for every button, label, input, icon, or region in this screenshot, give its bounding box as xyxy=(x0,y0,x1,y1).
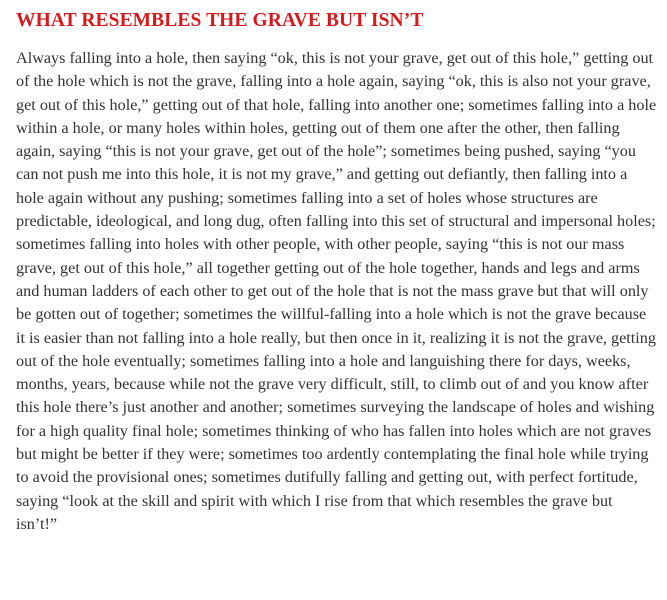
article-body: Always falling into a hole, then saying “ok, this is not your grave, get out of this hole,” getting out of the hole which is not the grave, falling into a hole again, saying “ok, this is also not your grave, get out of this hole,” getting out of that hole, falling into another one; sometimes falling into a hole within a hole, or many holes within holes, getting out of them one after the other, then falling again, saying “this is not your grave, get out of the hole”; sometimes being pushed, saying “you can not push me into this hole, it is not my grave,” and getting out defiantly, then falling into a hole again without any pushing; sometimes falling into a set of holes whose structures are predictable, ideological, and long dug, often falling into this set of structural and impersonal holes; sometimes falling into holes with other people, with other people, saying “this is not our mass grave, get out of this hole,” all together getting out of the hole together, hands and legs and arms and human ladders of each other to get out of the hole that is not the mass grave but that will only be gotten out of together; sometimes the willful-falling into a hole which is not the grave because it is easier than not falling into a hole really, but then once in it, realizing it is not the grave, getting out of the hole eventually; sometimes falling into a hole and languishing there for days, weeks, months, years, because while not the grave very difficult, still, to climb out of and you know after this hole there’s just another and another; sometimes surveying the landscape of holes and wishing for a high quality final hole; sometimes thinking of who has fallen into holes which are not graves but might be better if they were; sometimes too ardently contemplating the final hole while trying to avoid the provisional ones; sometimes dutifully falling and getting out, with perfect fortitude, saying “look at the skill and spirit with which I rise from that which resembles the grave but isn’t!” xyxy=(16,49,657,533)
article-title: WHAT RESEMBLES THE GRAVE BUT ISN’T xyxy=(16,10,424,31)
